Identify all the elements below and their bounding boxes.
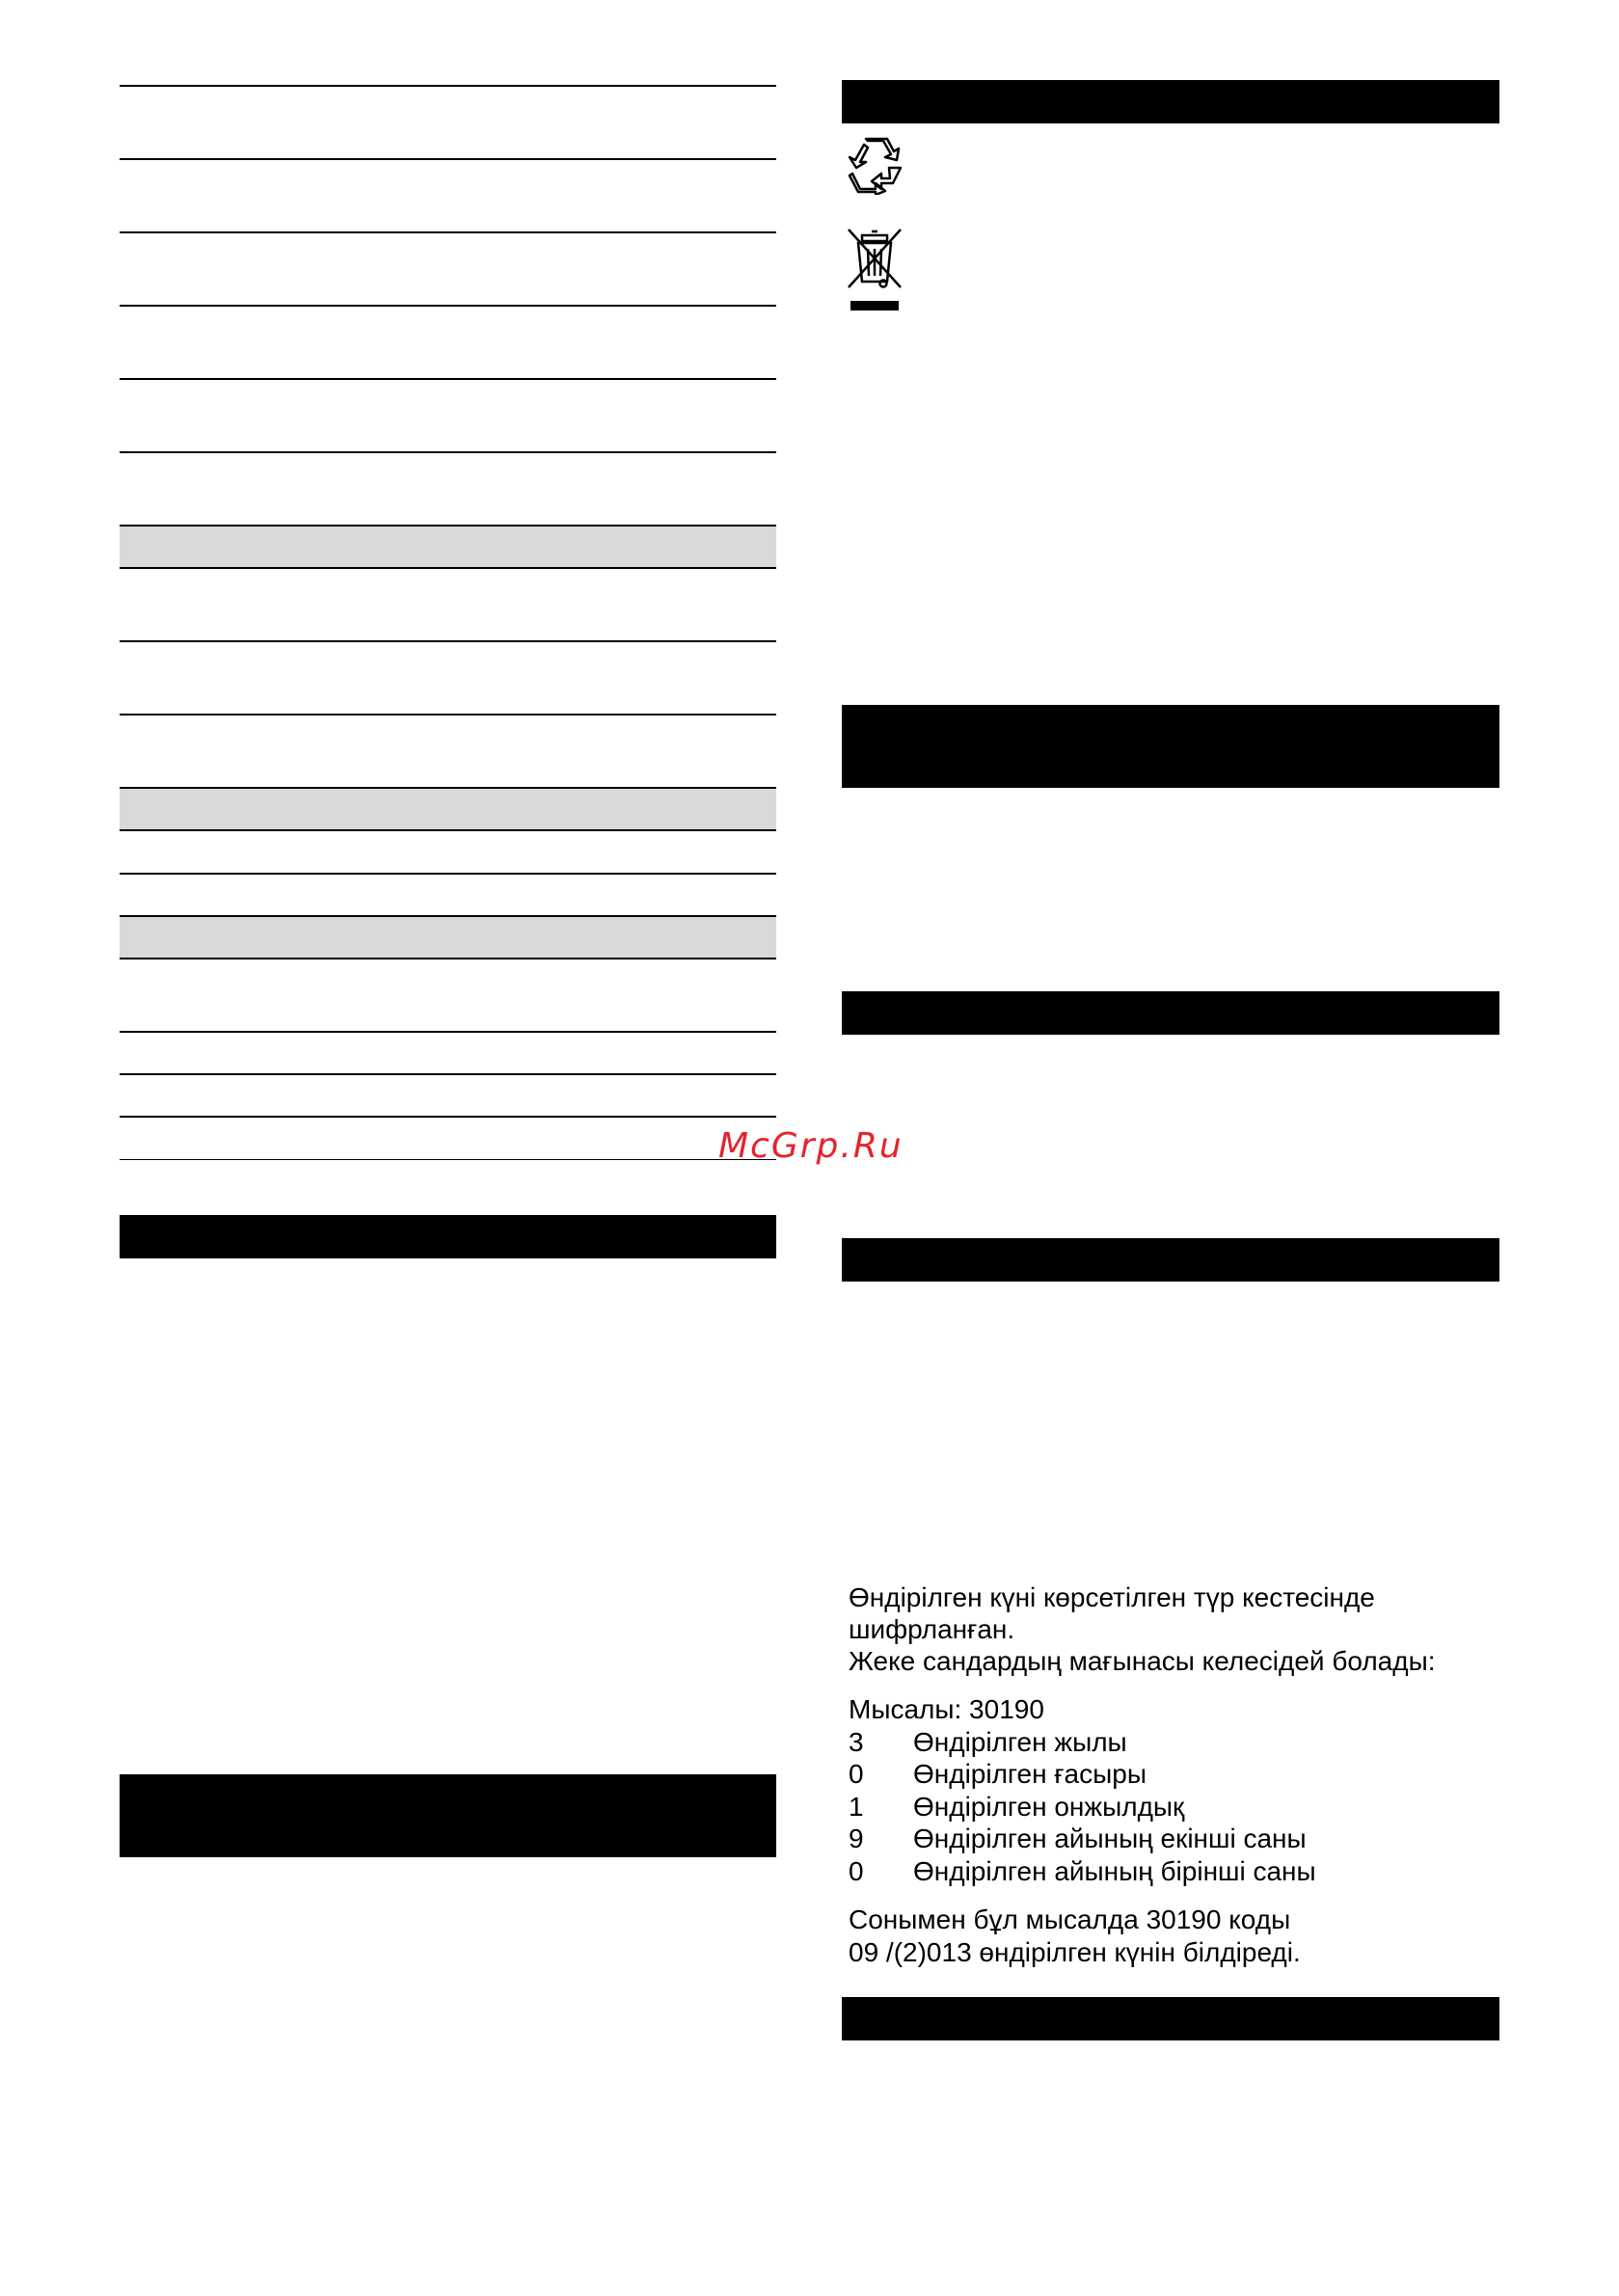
table-rule bbox=[120, 1073, 776, 1075]
conclusion-line: Сонымен бұл мысалда 30190 коды bbox=[849, 1904, 1291, 1934]
table-rule bbox=[120, 231, 776, 233]
digit-meaning: Өндірілген жылы bbox=[913, 1727, 1127, 1757]
digit-meaning: Өндірілген ғасыры bbox=[913, 1759, 1147, 1789]
table-rule bbox=[120, 1116, 776, 1118]
table-rule bbox=[120, 714, 776, 716]
table-rule bbox=[120, 158, 776, 160]
intro-line: Жеке сандардың мағынасы келесідей болады: bbox=[849, 1646, 1436, 1676]
table-section-header bbox=[120, 789, 776, 829]
section-header-bar bbox=[842, 705, 1499, 788]
section-header-bar bbox=[120, 1215, 776, 1258]
table-rule bbox=[120, 567, 776, 569]
digit-value: 9 bbox=[849, 1823, 864, 1853]
table-section-header bbox=[120, 917, 776, 958]
digit-meaning: Өндірілген онжылдық bbox=[913, 1792, 1185, 1822]
section-header-bar bbox=[120, 1774, 776, 1857]
table-rule bbox=[120, 640, 776, 642]
crossed-out-wheelie-bin-icon bbox=[845, 226, 904, 314]
section-header-bar bbox=[842, 80, 1499, 123]
watermark: McGrp.Ru bbox=[718, 1126, 904, 1166]
digit-meaning: Өндірілген айының екінші саны bbox=[913, 1823, 1307, 1853]
table-rule bbox=[120, 829, 776, 831]
digit-value: 1 bbox=[849, 1792, 864, 1822]
recycle-icon bbox=[847, 135, 904, 195]
table-rule bbox=[120, 1159, 776, 1160]
table-section-header bbox=[120, 527, 776, 567]
digit-value: 0 bbox=[849, 1759, 864, 1789]
digit-value: 3 bbox=[849, 1727, 864, 1757]
section-header-bar bbox=[842, 1238, 1499, 1282]
table-rule bbox=[120, 1031, 776, 1033]
table-rule bbox=[120, 378, 776, 380]
conclusion-line: 09 /(2)013 өндірілген күнін білдіреді. bbox=[849, 1937, 1301, 1967]
section-header-bar bbox=[842, 991, 1499, 1035]
table-rule bbox=[120, 85, 776, 87]
section-header-bar bbox=[842, 1997, 1499, 2040]
example-code: Мысалы: 30190 bbox=[849, 1694, 1044, 1724]
digit-value: 0 bbox=[849, 1856, 864, 1886]
table-rule bbox=[120, 305, 776, 307]
digit-meaning: Өндірілген айының бірінші саны bbox=[913, 1856, 1316, 1886]
table-rule bbox=[120, 873, 776, 875]
intro-line: Өндірілген күні көрсетілген түр кестесінде bbox=[849, 1582, 1375, 1612]
table-rule bbox=[120, 451, 776, 453]
intro-line: шифрланған. bbox=[849, 1614, 1015, 1644]
table-rule bbox=[120, 958, 776, 959]
